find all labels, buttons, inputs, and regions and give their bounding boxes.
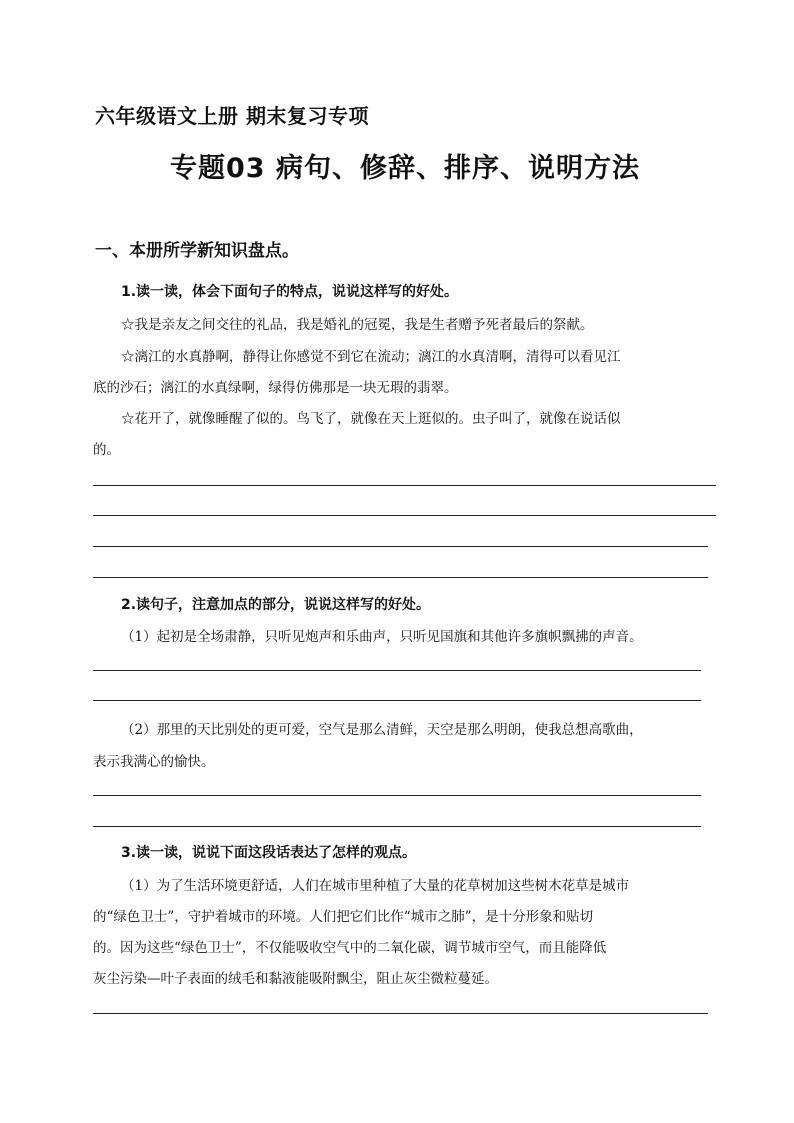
q2-item-2-line-2: 表示我满心的愉快。 xyxy=(93,754,215,770)
q3-answer-line-1[interactable] xyxy=(93,1013,708,1014)
q2-answer-line-1[interactable] xyxy=(93,670,701,671)
q3-line-4: 灰尘污染—叶子表面的绒毛和黏液能吸附飘尘，阻止灰尘微粒蔓延。 xyxy=(93,971,498,987)
q1-answer-line-2[interactable] xyxy=(93,515,716,516)
q2-answer-line-4[interactable] xyxy=(93,826,701,827)
q2-item-2-line-1: （2）那里的天比别处的更可爱，空气是那么清鲜，天空是那么明朗，使我总想高歌曲， xyxy=(121,722,643,738)
section-heading: 一、本册所学新知识盘点。 xyxy=(95,241,299,261)
q1-line-4: ☆花开了，就像睡醒了似的。鸟飞了，就像在天上逛似的。虫子叫了，就像在说话似 xyxy=(121,411,621,427)
q2-answer-line-2[interactable] xyxy=(93,700,701,701)
q1-answer-line-3[interactable] xyxy=(93,546,708,547)
question-2-title: 2.读句子，注意加点的部分，说说这样写的好处。 xyxy=(121,597,431,613)
q3-line-1: （1）为了生活环境更舒适，人们在城市里种植了大量的花草树加这些树木花草是城市 xyxy=(121,878,630,894)
question-3-title: 3.读一读，说说下面这段话表达了怎样的观点。 xyxy=(121,845,417,861)
q1-line-5: 的。 xyxy=(93,442,120,458)
q2-answer-line-3[interactable] xyxy=(93,795,701,796)
question-1-title: 1.读一读，体会下面句子的特点，说说这样写的好处。 xyxy=(121,284,459,300)
q1-answer-line-1[interactable] xyxy=(93,485,716,486)
q1-answer-line-4[interactable] xyxy=(93,577,708,578)
q1-line-1: ☆我是亲友之间交往的礼品，我是婚礼的冠冕，我是生者赠予死者最后的祭献。 xyxy=(121,317,594,333)
q3-line-2: 的“绿色卫士”，守护着城市的环境。人们把它们比作“城市之肺”，是十分形象和贴切 xyxy=(93,909,594,925)
grade-title: 六年级语文上册 期末复习专项 xyxy=(95,104,369,128)
q3-line-3: 的。因为这些“绿色卫士”，不仅能吸收空气中的二氧化碳，调节城市空气，而且能降低 xyxy=(93,940,607,956)
main-title: 专题03 病句、修辞、排序、说明方法 xyxy=(170,153,640,184)
q1-line-2: ☆漓江的水真静啊，静得让你感觉不到它在流动；漓江的水真清啊，清得可以看见江 xyxy=(121,349,621,365)
q2-item-1: （1）起初是全场肃静，只听见炮声和乐曲声，只听见国旗和其他许多旗帜飘拂的声音。 xyxy=(121,629,643,645)
q1-line-3: 底的沙石；漓江的水真绿啊，绿得仿佛那是一块无瑕的翡翠。 xyxy=(93,380,458,396)
